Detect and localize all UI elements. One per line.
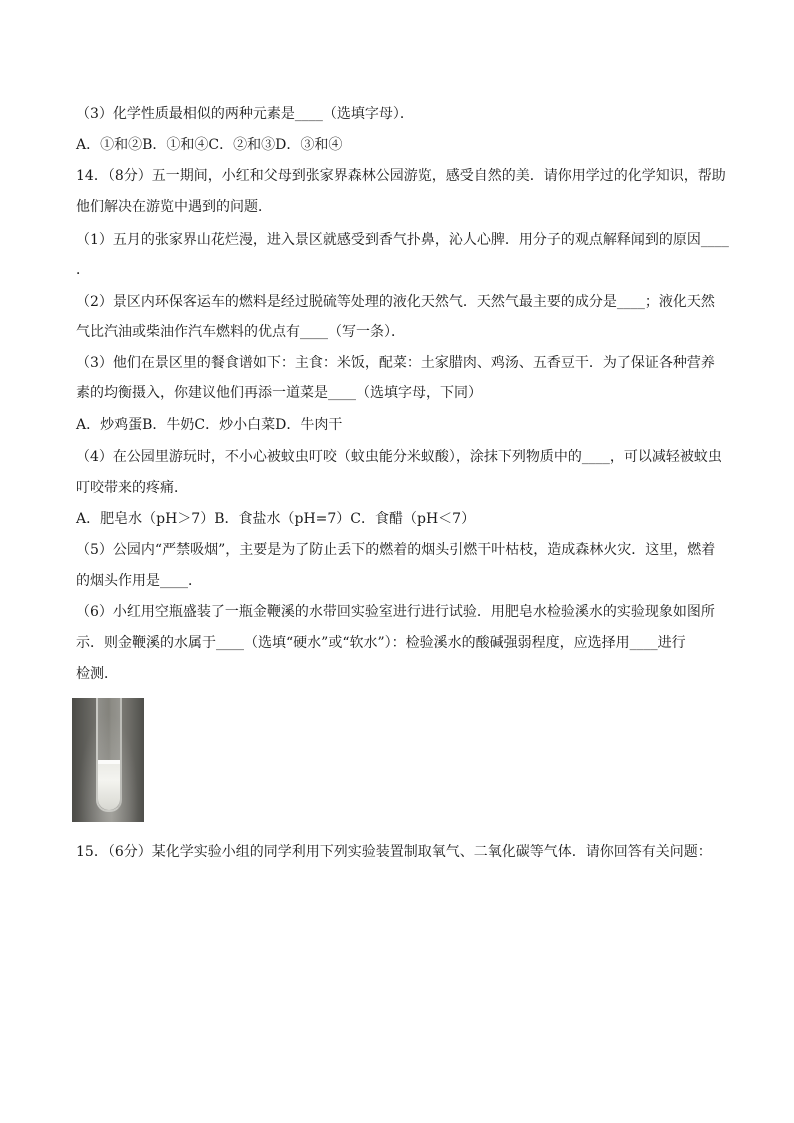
question-14-3-options: A．炒鸡蛋B．牛奶C．炒小白菜D．牛肉干 xyxy=(76,417,343,433)
question-14-4-options: A．肥皂水（pH＞7）B．食盐水（pH=7）C．食醋（pH＜7） xyxy=(76,511,476,527)
question-14-stem-line-1: 14．（8分）五一期间，小红和父母到张家界森林公园游览，感受自然的美．请你用学过的化学知识，帮助 xyxy=(76,168,726,184)
question-14-3-line-2: 素的均衡摄入，你建议他们再添一道菜是____（选填字母，下同） xyxy=(76,385,482,401)
question-14-6-line-2: 示．则金鞭溪的水属于____（选填“硬水”或“软水”）：检验溪水的酸碱强弱程度，应选择用____进行 xyxy=(76,635,686,651)
question-14-stem-line-2: 他们解决在游览中遇到的问题． xyxy=(76,199,272,215)
question-14-5-line-1: （5）公园内“严禁吸烟”，主要是为了防止丢下的燃着的烟头引燃干叶枯枝，造成森林火灾．这里，燃着 xyxy=(76,542,716,558)
question-14-2-line-1: （2）景区内环保客运车的燃料是经过脱硫等处理的液化天然气．天然气最主要的成分是____；液化天然 xyxy=(76,294,715,310)
question-13-3-text: （3）化学性质最相似的两种元素是____（选填字母）． xyxy=(76,106,414,122)
question-13-3-options: A．①和②B．①和④C．②和③D．③和④ xyxy=(76,137,343,153)
question-14-5-line-2: 的烟头作用是____． xyxy=(76,573,202,589)
question-14-4-line-2: 叮咬带来的疼痛． xyxy=(76,480,188,496)
question-14-6-line-1: （6）小红用空瓶盛装了一瓶金鞭溪的水带回实验室进行进行试验．用肥皂水检验溪水的实验现象如图所 xyxy=(76,604,715,620)
question-14-4-line-1: （4）在公园里游玩时，不小心被蚊虫叮咬（蚊虫能分米蚁酸），涂抹下列物质中的____，可以减轻被蚊虫 xyxy=(76,449,722,465)
test-tube xyxy=(96,698,122,812)
question-14-1-line-1: （1）五月的张家界山花烂漫，进入景区就感受到香气扑鼻，沁人心脾．用分子的观点解释闻到的原因____ xyxy=(76,232,729,248)
liquid-surface xyxy=(98,760,120,764)
question-14-2-line-2: 气比汽油或柴油作汽车燃料的优点有____（写一条）． xyxy=(76,324,405,340)
question-14-1-line-2: ． xyxy=(76,262,90,278)
question-15-stem: 15．（6分）某化学实验小组的同学利用下列实验装置制取氧气、二氧化碳等气体．请你回答有关问题： xyxy=(76,844,712,860)
question-14-3-line-1: （3）他们在景区里的餐食谱如下：主食：米饭，配菜：土家腊肉、鸡汤、五香豆干．为了保证各种营养 xyxy=(76,355,715,371)
test-tube-photo xyxy=(72,698,144,822)
question-14-6-line-3: 检测． xyxy=(76,666,118,682)
soapy-water-liquid xyxy=(98,760,120,810)
